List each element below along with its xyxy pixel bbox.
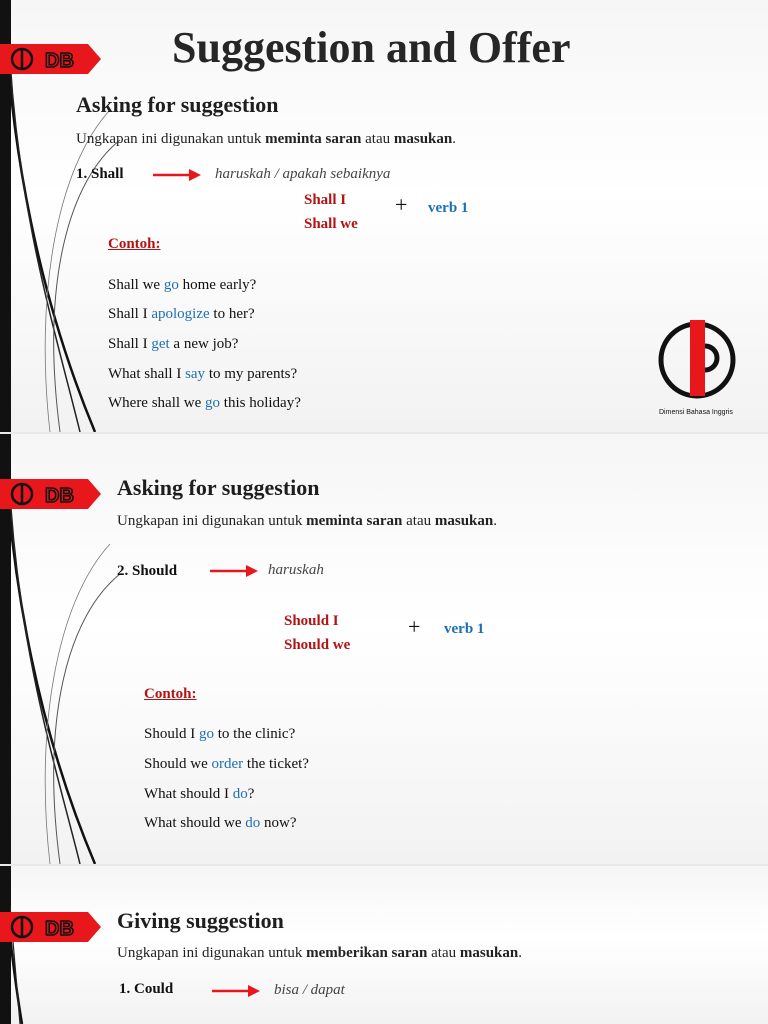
svg-text:DB: DB [45,50,74,72]
example-sentence: Should I go to the clinic? [144,726,296,742]
example-sentence: Shall we go home early? [108,277,257,293]
pronoun-2: Shall we [304,216,358,232]
db-badge-logo [0,912,101,942]
contoh-label: Contoh: [144,686,197,702]
page-title: Suggestion and Offer [172,23,571,72]
section-description: Ungkapan ini digunakan untuk meminta saran atau masukan. [117,513,497,529]
pronoun-group [284,609,350,657]
item-meaning: haruskah / apakah sebaiknya [215,166,391,182]
example-sentence: What shall I say to my parents? [108,366,298,382]
arrow-right-icon [153,168,201,182]
example-sentence: Should we order the ticket? [144,756,309,772]
svg-text:DB: DB [45,918,74,940]
slide-3 [0,866,768,1024]
db-badge-logo [0,479,101,509]
example-sentence: What should I do? [144,786,255,802]
example-sentence: Shall I apologize to her? [108,306,255,322]
decorative-curves [0,866,130,1024]
pronoun-1: Should I [284,613,339,629]
arrow-right-icon [212,984,260,998]
section-description: Ungkapan ini digunakan untuk meminta saran atau masukan. [76,131,456,147]
pronoun-2: Should we [284,637,351,653]
item-label: 2. Should [117,563,178,579]
db-badge-logo [0,44,101,74]
example-sentence: What should we do now? [144,815,297,831]
svg-text:DB: DB [45,485,74,507]
item-label: 1. Could [119,981,174,997]
section-heading: Asking for suggestion [76,92,279,117]
db-brand-logo [650,318,750,422]
pronoun-1: Shall I [304,192,347,208]
slide-2 [0,434,768,864]
contoh-label: Contoh: [108,236,161,252]
verb-label: verb 1 [428,200,469,216]
plus-sign: + [408,614,421,639]
pronoun-group [304,188,358,236]
verb-label: verb 1 [444,621,485,637]
plus-sign: + [395,192,408,217]
example-sentence: Where shall we go this holiday? [108,395,301,411]
item-meaning: haruskah [268,562,324,578]
section-heading: Asking for suggestion [117,475,320,500]
svg-text:Dimensi Bahasa Inggris: Dimensi Bahasa Inggris [659,409,733,416]
slide-1 [0,0,768,432]
example-sentence: Shall I get a new job? [108,336,239,352]
section-description: Ungkapan ini digunakan untuk memberikan saran atau masukan. [117,945,522,961]
arrow-right-icon [210,564,258,578]
item-meaning: bisa / dapat [274,982,345,998]
item-label: 1. Shall [76,166,124,182]
section-heading: Giving suggestion [117,908,284,933]
